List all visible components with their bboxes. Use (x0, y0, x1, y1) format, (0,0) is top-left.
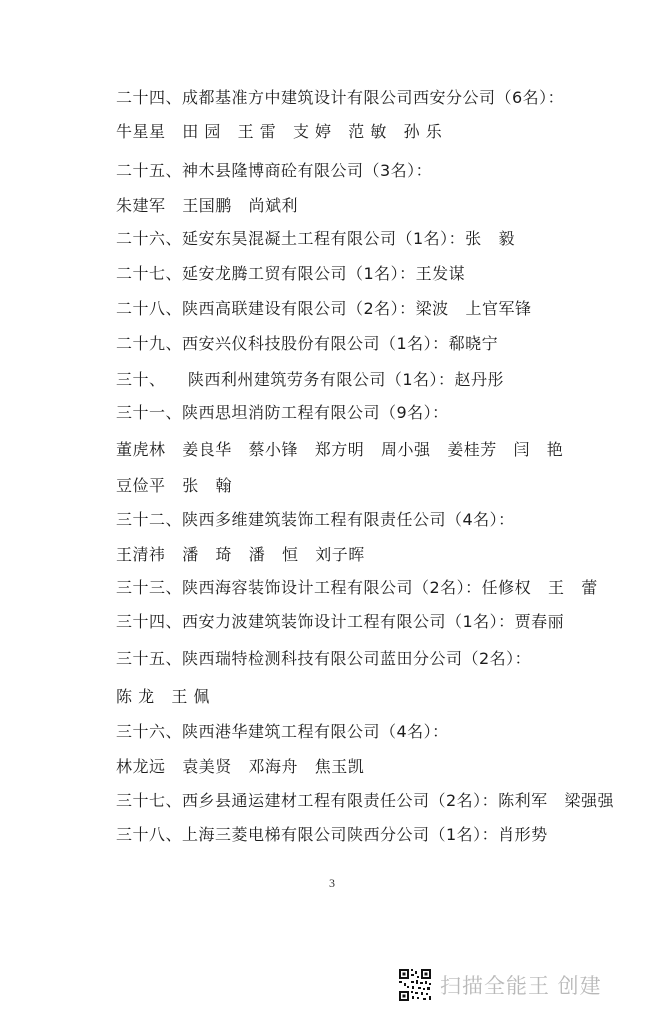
section-31-heading: 三十一、陕西思坦消防工程有限公司（9名）： (116, 403, 449, 422)
section-36-names: 林龙远 袁美贤 邓海舟 焦玉凯 (116, 757, 365, 776)
section-24-heading: 二十四、成都基准方中建筑设计有限公司西安分公司（6名）： (116, 88, 565, 107)
section-28: 二十八、陕西高联建设有限公司（2名）：梁波 上官军锋 (116, 299, 532, 318)
section-34: 三十四、西安力波建筑装饰设计工程有限公司（1名）：贾春丽 (116, 612, 565, 631)
section-36-heading: 三十六、陕西港华建筑工程有限公司（4名）： (116, 722, 449, 741)
section-33: 三十三、陕西海容装饰设计工程有限公司（2名）：任修权 王 蕾 (116, 578, 598, 597)
section-38: 三十八、上海三菱电梯有限公司陕西分公司（1名）：肖形势 (116, 825, 548, 844)
section-29: 二十九、西安兴仪科技股份有限公司（1名）：郗晓宁 (116, 334, 499, 353)
section-37: 三十七、西乡县通运建材工程有限责任公司（2名）：陈利军 梁强强 (116, 791, 614, 810)
section-35-heading: 三十五、陕西瑞特检测科技有限公司蓝田分公司（2名）： (116, 649, 532, 668)
section-31-names-1: 董虎林 姜良华 蔡小锋 郑方明 周小强 姜桂芳 闫 艳 (116, 440, 564, 459)
section-24-names: 牛星星 田 园 王 雷 支 婷 范 敏 孙 乐 (116, 122, 443, 141)
page-number: 3 (329, 876, 335, 890)
section-32-heading: 三十二、陕西多维建筑装饰工程有限责任公司（4名）： (116, 510, 515, 529)
section-27: 二十七、延安龙腾工贸有限公司（1名）：王发谋 (116, 264, 466, 283)
section-25-names: 朱建军 王国鹏 尚斌利 (116, 196, 299, 215)
section-32-names: 王清祎 潘 琦 潘 恒 刘子晖 (116, 545, 365, 564)
section-30: 三十、 陕西利州建筑劳务有限公司（1名）：赵丹彤 (116, 370, 505, 389)
section-25-heading: 二十五、神木县隆博商砼有限公司（3名）： (116, 161, 433, 180)
watermark-text: 扫描全能王 创建 (440, 974, 602, 998)
scanner-watermark (398, 968, 602, 1002)
section-35-names: 陈 龙 王 佩 (116, 687, 210, 706)
section-26: 二十六、延安东昊混凝土工程有限公司（1名）：张 毅 (116, 229, 515, 248)
qr-code-icon (398, 968, 432, 1002)
section-31-names-2: 豆俭平 张 翰 (116, 476, 233, 495)
